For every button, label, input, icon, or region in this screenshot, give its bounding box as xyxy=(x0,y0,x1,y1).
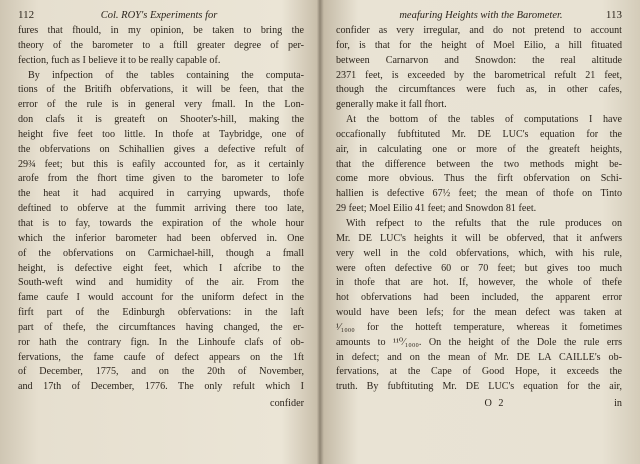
right-page-footer xyxy=(336,397,622,411)
text-line: would have been lefs; for the mean defect was taken at xyxy=(336,307,622,319)
text-line: amounts to ¹¹⁰⁄₁₀₀₀. On the height of the Dole the rule errs xyxy=(336,336,622,348)
text-line: occafionally fubftituted Mr. DE LUC's equation for the xyxy=(336,128,622,140)
text-line: though the circumftances were fuch as, in other cafes, xyxy=(336,84,622,96)
text-line: 2371 feet, is exceeded by the barometrical refult 21 feet, xyxy=(336,69,622,81)
text-line: and 17th of December, 1776. The only refult which I xyxy=(18,381,304,393)
text-line: fection, fuch as I believe it to be really capable of. xyxy=(18,54,221,66)
text-line: between Carnarvon and Snowdon: the real altitude xyxy=(336,54,622,66)
left-page xyxy=(18,8,304,454)
text-line: that is to fay, towards the expiration of the whole hour xyxy=(18,217,304,229)
text-line: in defect; and on the mean of Mr. DE LA CAILLE's ob- xyxy=(336,351,622,363)
text-line: fures that fhould, in my opinion, be taken to bring the xyxy=(18,25,304,36)
text-line: height five feet too little. In thofe at Taybridge, one of xyxy=(18,128,304,140)
text-line: By infpection of the tables containing the computa- xyxy=(28,69,304,81)
text-line: 29¾ feet; but this is eafily accounted for, as it certainly xyxy=(18,158,304,170)
text-line: come more obvious. Thus the firft obfervation on Schi- xyxy=(336,173,622,185)
text-line: firft part of the Edinburgh obfervations: in the laft xyxy=(18,307,304,319)
left-body-text xyxy=(18,24,304,395)
text-line: deftined to obferve at the fummit arriving there too late, xyxy=(18,203,304,215)
text-line: which the inferior barometer had been obferved in. One xyxy=(18,232,304,244)
left-page-header xyxy=(18,8,304,24)
text-line: the obfervations on Schihallien gives a defective refult of xyxy=(18,143,304,155)
text-line: of December, 1775, and on the 20th of November, xyxy=(18,366,304,378)
text-line: don clafs it is greateft on Shooter's-hill, making the xyxy=(18,114,304,126)
text-line: the heat it had acquired in carrying upwards, thofe xyxy=(18,188,304,200)
text-line: confider as very irregular, and do not pretend to account xyxy=(336,25,622,36)
right-page-number: 113 xyxy=(605,9,622,21)
right-page xyxy=(336,8,622,454)
text-line: for, is that for the height of Moel Eilio, a hill fituated xyxy=(336,39,622,51)
left-running-head: Col. ROY's Experiments for xyxy=(100,10,218,21)
text-line: Mr. DE LUC's heights it will be obferved, that it anfwers xyxy=(336,232,622,244)
text-line: error of the rule is in general very fmall. In the Lon- xyxy=(18,99,304,111)
text-line: truth. By fubftituting Mr. DE LUC's equation for the air, xyxy=(336,381,622,393)
text-line: very well in the cold obfervations, which, with his rule, xyxy=(336,247,622,259)
text-line: 29 feet; Moel Eilio 41 feet; and Snowdon 81 feet. xyxy=(336,203,537,215)
text-line: part of thefe, the circumftances having changed, the er- xyxy=(18,321,304,333)
text-line: air, in calculating one or more of the greateft heights, xyxy=(336,143,622,155)
left-page-number: 112 xyxy=(18,9,35,21)
text-line: hot obfervations had been included, the apparent error xyxy=(336,292,622,304)
text-line: South-weft wind and humidity of the air. From the xyxy=(18,277,304,289)
right-body-text xyxy=(336,24,622,395)
right-running-head: meafuring Heights with the Barometer. xyxy=(399,10,563,21)
text-line: fame caufe I would account for the uniform defect in the xyxy=(18,292,304,304)
text-line: With refpect to the refults that the rule produces on xyxy=(346,217,622,229)
text-line: fervations, at the Cape of Good Hope, it exceeds the xyxy=(336,366,622,378)
text-line: tions of the Britifh obfervations, it will be feen, that the xyxy=(18,84,304,96)
right-page-header xyxy=(336,8,622,24)
text-line: that the difference between the two methods might be- xyxy=(336,158,622,170)
text-line: generally make it fall fhort. xyxy=(336,99,447,111)
text-line: fervations, the fame caufe of defect appears on the 1ft xyxy=(18,351,304,363)
text-line: theory of the barometer to a ftill greater degree of per- xyxy=(18,39,304,51)
text-line: ¹⁄₁₀₀₀ for the hotteft temperature, whereas it fometimes xyxy=(336,321,622,333)
text-line: ror hath the contrary fign. In the Linhoufe clafs of ob- xyxy=(18,336,304,348)
signature-mark: O 2 xyxy=(484,398,506,410)
text-line: hallien is defective 67½ feet; the mean of thofe on Tinto xyxy=(336,188,622,200)
left-page-footer xyxy=(18,397,304,411)
text-line: At the bottom of the tables of computations I have xyxy=(346,114,622,126)
text-line: of the obfervations on Carmichael-hill, though a fmall xyxy=(18,247,304,259)
right-catchword: in xyxy=(614,398,622,410)
text-line: in thofe that are hot. If, however, the whole of thefe xyxy=(336,277,622,289)
text-line: height, is defective eight feet, which I afcribe to the xyxy=(18,262,304,274)
text-line: were often defective 60 or 70 feet; but gives too much xyxy=(336,262,622,274)
left-catchword: confider xyxy=(270,398,304,410)
text-line: arofe from the fhort time given to the barometer to lofe xyxy=(18,173,304,185)
